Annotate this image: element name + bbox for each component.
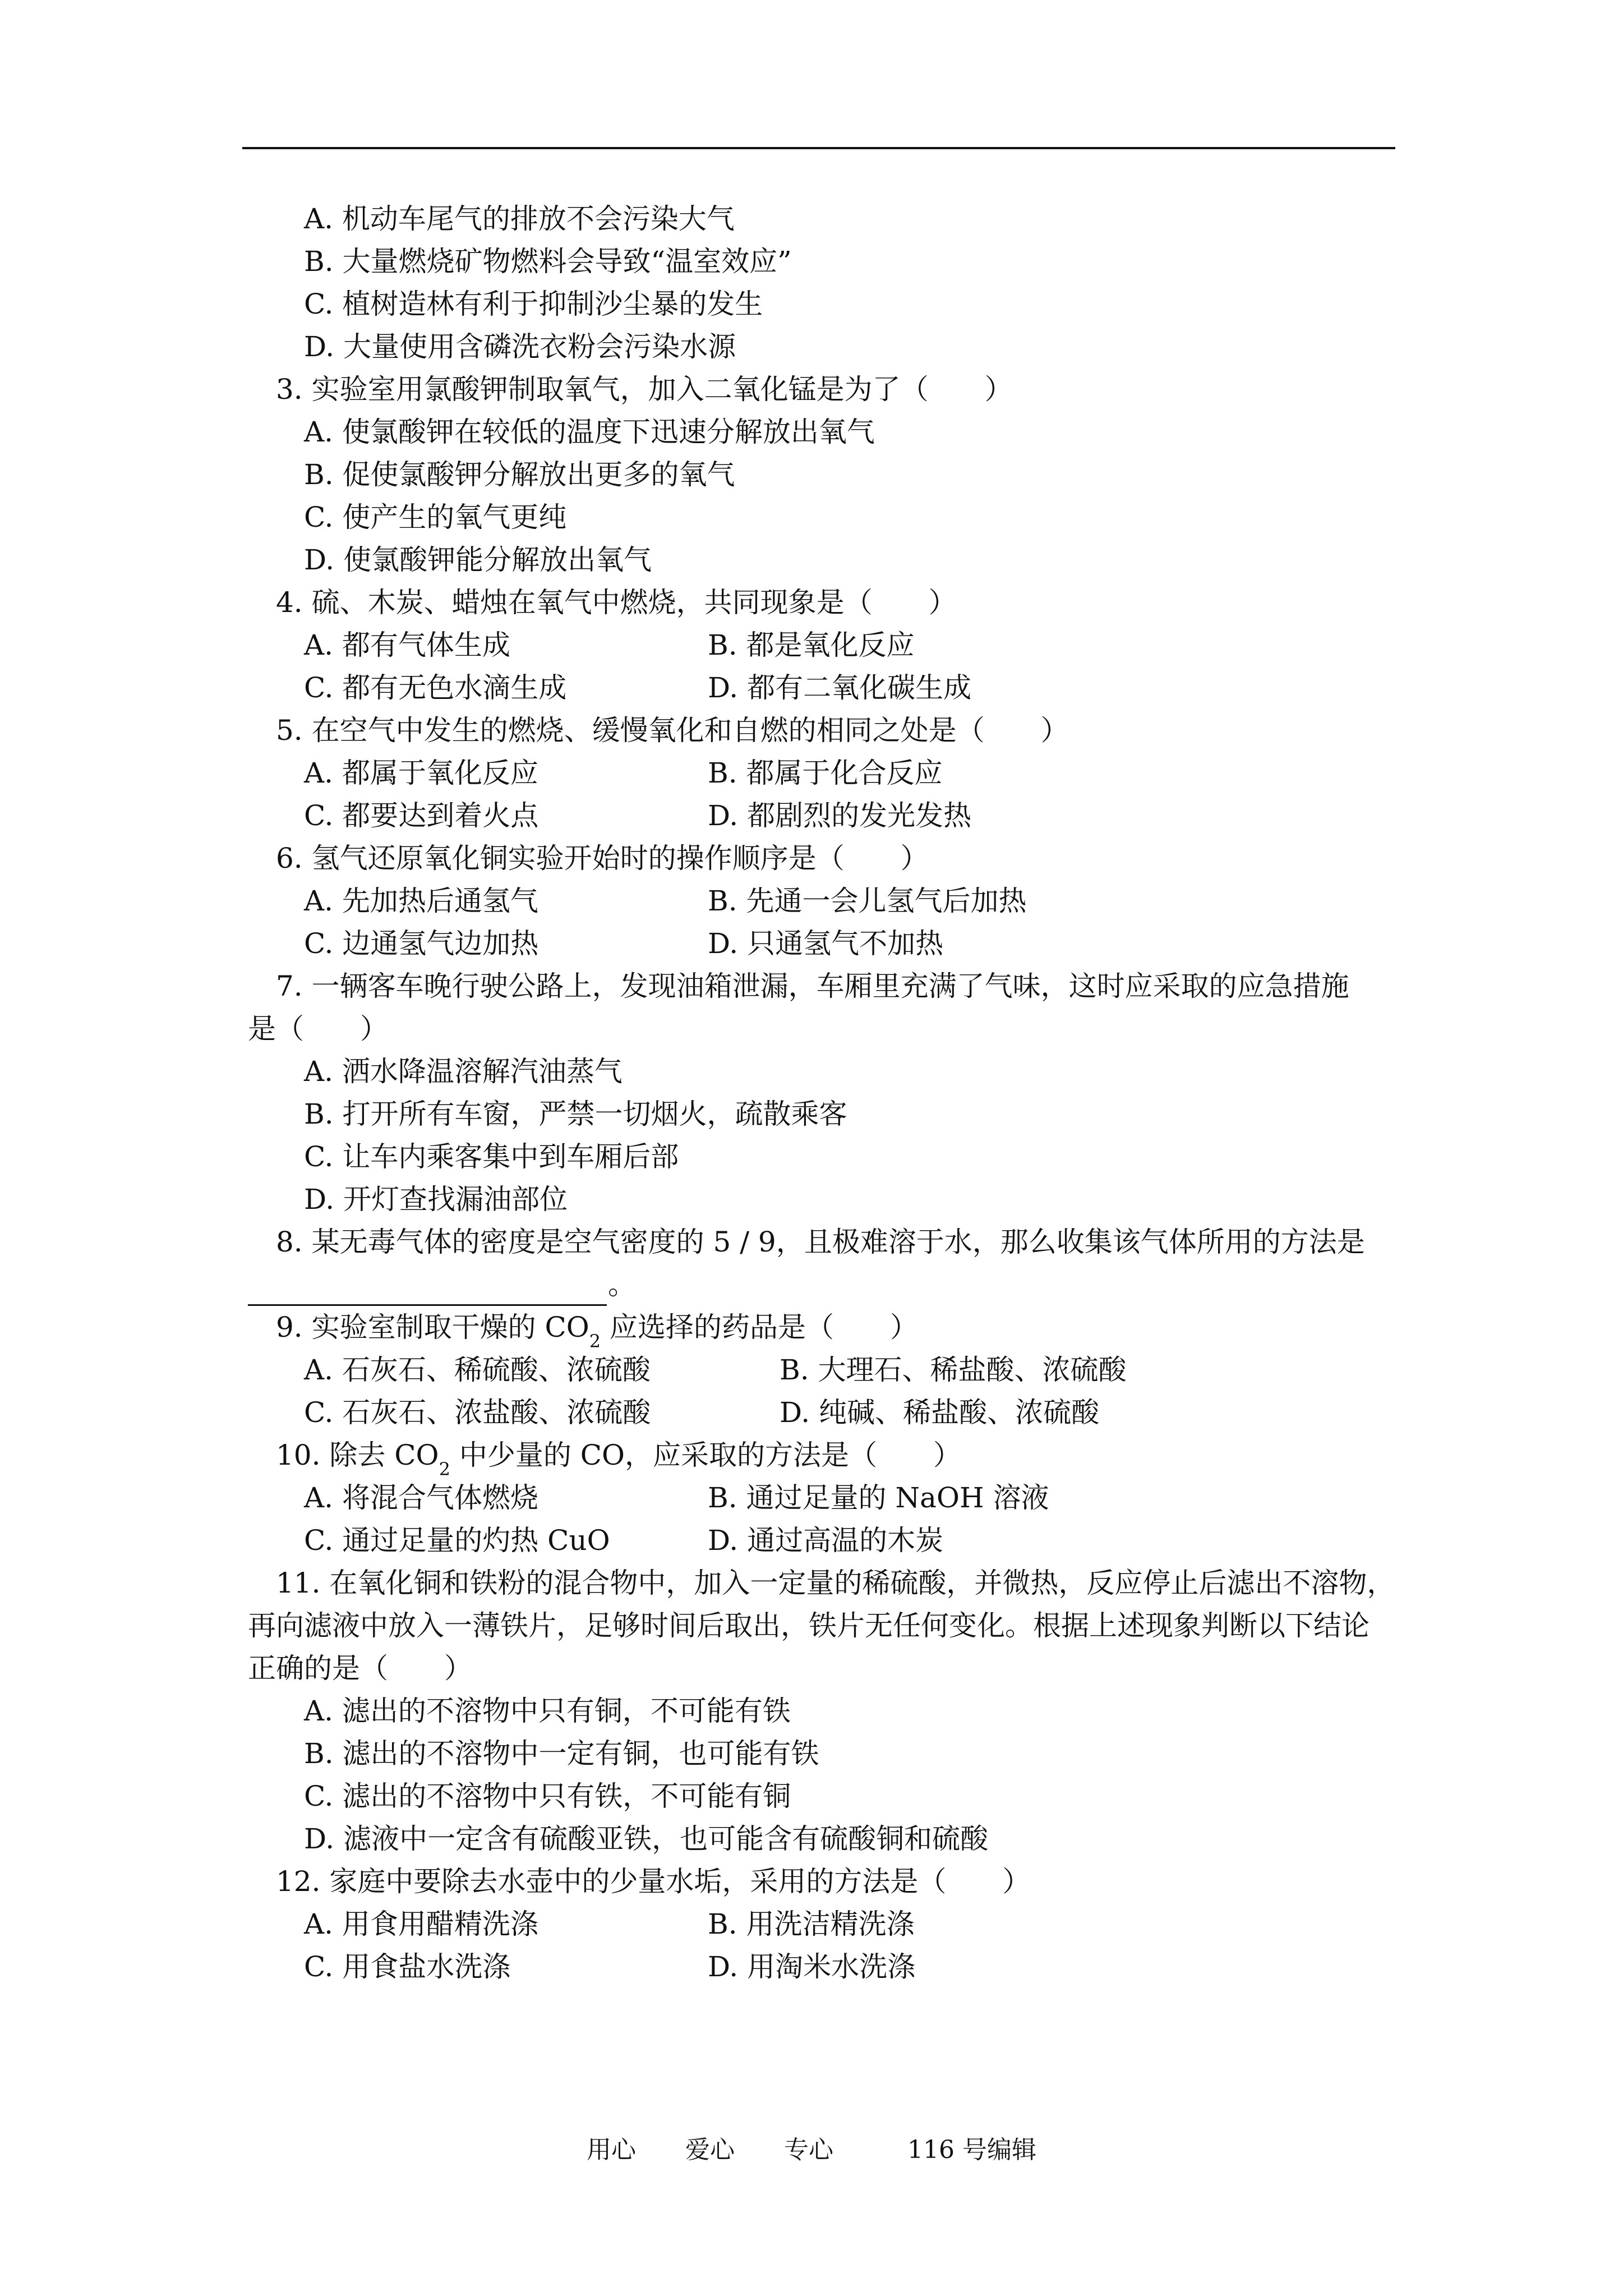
option-left: A. 将混合气体燃烧	[304, 1481, 538, 1514]
header-rule	[242, 147, 1395, 149]
option-row	[248, 1391, 1395, 1434]
option-row	[248, 880, 1395, 922]
continuation-line: 是（ ）	[248, 1013, 388, 1045]
option-left: A. 用食用醋精洗涤	[304, 1908, 538, 1940]
option-row	[248, 1945, 1395, 1988]
question-line: 6. 氢气还原氧化铜实验开始时的操作顺序是（ ）	[276, 842, 929, 875]
page-footer: 用心 爱心 专心 116 号编辑	[587, 2136, 1036, 2164]
option-line: A. 机动车尾气的排放不会污染大气	[304, 203, 735, 235]
option-line: C. 让车内乘客集中到车厢后部	[304, 1140, 679, 1173]
option-line: C. 使产生的氧气更纯	[304, 501, 567, 533]
option-row	[248, 666, 1395, 709]
option-right: D. 通过高温的木炭	[708, 1524, 944, 1557]
option-line: D. 滤液中一定含有硫酸亚铁，也可能含有硫酸铜和硫酸	[304, 1823, 989, 1855]
option-left: A. 都属于氧化反应	[304, 757, 538, 789]
option-line: C. 滤出的不溶物中只有铁，不可能有铜	[304, 1780, 791, 1812]
option-line: A. 洒水降温溶解汽油蒸气	[304, 1055, 623, 1088]
option-row	[248, 624, 1395, 666]
option-left: A. 先加热后通氢气	[304, 885, 538, 917]
option-right: D. 用淘米水洗涤	[708, 1950, 916, 1983]
option-left: C. 通过足量的灼热 CuO	[304, 1524, 610, 1557]
option-left: A. 石灰石、稀硫酸、浓硫酸	[304, 1354, 651, 1386]
continuation-line: 正确的是（ ）	[248, 1652, 472, 1685]
option-right: D. 只通氢气不加热	[708, 927, 944, 960]
option-line: B. 大量燃烧矿物燃料会导致“温室效应”	[304, 245, 792, 278]
question-text-pre: 9. 实验室制取干燥的 CO	[276, 1311, 589, 1343]
question-line: 5. 在空气中发生的燃烧、缓慢氧化和自燃的相同之处是（ ）	[276, 714, 1069, 747]
option-line: D. 开灯查找漏油部位	[304, 1183, 568, 1216]
option-left: C. 边通氢气边加热	[304, 927, 539, 960]
question-text-post: 中少量的 CO，应采取的方法是（ ）	[450, 1439, 961, 1471]
option-right: D. 都有二氧化碳生成	[708, 671, 972, 704]
question-line: 7. 一辆客车晚行驶公路上，发现油箱泄漏，车厢里充满了气味，这时应采取的应急措施	[276, 970, 1349, 1002]
question-text-post: 应选择的药品是（ ）	[601, 1311, 919, 1343]
question-line: 12. 家庭中要除去水壶中的少量水垢，采用的方法是（ ）	[276, 1865, 1031, 1898]
option-line: C. 植树造林有利于抑制沙尘暴的发生	[304, 288, 763, 320]
question-line: 3. 实验室用氯酸钾制取氧气，加入二氧化锰是为了（ ）	[276, 373, 1013, 406]
answer-blank-line	[248, 1263, 1395, 1306]
option-row	[248, 922, 1395, 965]
option-line: A. 使氯酸钾在较低的温度下迅速分解放出氧气	[304, 416, 875, 448]
option-right: D. 纯碱、稀盐酸、浓硫酸	[780, 1396, 1100, 1429]
option-row	[248, 1476, 1395, 1519]
subscript: 2	[589, 1331, 601, 1352]
answer-blank	[248, 1278, 607, 1306]
question-line	[248, 1306, 1395, 1352]
option-line: A. 滤出的不溶物中只有铜，不可能有铁	[304, 1695, 791, 1727]
option-right: B. 先通一会儿氢气后加热	[708, 885, 1027, 917]
option-left: A. 都有气体生成	[304, 629, 510, 661]
question-line: 11. 在氧化铜和铁粉的混合物中，加入一定量的稀硫酸，并微热，反应停止后滤出不溶物，	[276, 1567, 1395, 1599]
question-line	[248, 1434, 1395, 1480]
option-right: D. 都剧烈的发光发热	[708, 799, 972, 832]
question-line: 4. 硫、木炭、蜡烛在氧气中燃烧，共同现象是（ ）	[276, 586, 957, 619]
option-row	[248, 752, 1395, 794]
option-line: B. 促使氯酸钾分解放出更多的氧气	[304, 458, 735, 491]
option-left: C. 用食盐水洗涤	[304, 1950, 511, 1983]
option-right: B. 用洗洁精洗涤	[708, 1908, 915, 1940]
option-left: C. 石灰石、浓盐酸、浓硫酸	[304, 1396, 651, 1429]
option-left: C. 都要达到着火点	[304, 799, 539, 832]
option-row	[248, 1903, 1395, 1945]
question-text-pre: 10. 除去 CO	[276, 1439, 439, 1471]
option-line: B. 打开所有车窗，严禁一切烟火，疏散乘客	[304, 1098, 847, 1130]
option-row	[248, 1519, 1395, 1562]
subscript: 2	[439, 1458, 450, 1480]
option-line: D. 使氯酸钾能分解放出氧气	[304, 544, 652, 576]
document-body	[248, 197, 1395, 1988]
option-line: B. 滤出的不溶物中一定有铜，也可能有铁	[304, 1737, 819, 1770]
continuation-line: 再向滤液中放入一薄铁片，足够时间后取出，铁片无任何变化。根据上述现象判断以下结论	[248, 1609, 1370, 1642]
option-line: D. 大量使用含磷洗衣粉会污染水源	[304, 330, 736, 363]
option-right: B. 都是氧化反应	[708, 629, 915, 661]
option-right: B. 都属于化合反应	[708, 757, 943, 789]
option-right: B. 大理石、稀盐酸、浓硫酸	[780, 1354, 1127, 1386]
option-row	[248, 794, 1395, 837]
question-line: 8. 某无毒气体的密度是空气密度的 5 / 9，且极难溶于水，那么收集该气体所用的方法是	[276, 1226, 1365, 1258]
option-right: B. 通过足量的 NaOH 溶液	[708, 1481, 1049, 1514]
blank-punct: 。	[608, 1268, 636, 1301]
option-left: C. 都有无色水滴生成	[304, 671, 567, 704]
option-row	[248, 1349, 1395, 1391]
